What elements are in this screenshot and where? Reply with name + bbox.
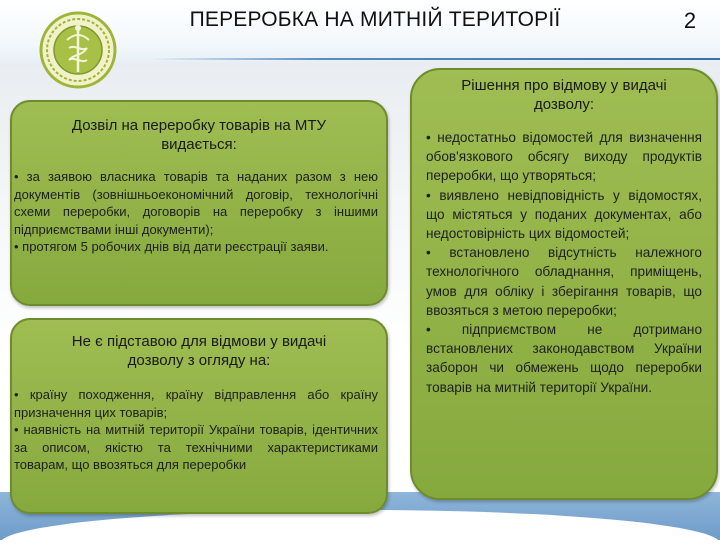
header-divider [150,58,720,60]
list-item: • виявлено невідповідність у відомостях, що містяться у поданих документах, або недостовірність цих відомостей; [426,187,702,242]
list-item: • підприємством не дотримано встановлених законодавством України заборон чи обмежень щодо переробки товарів на митній території України. [426,322,702,395]
permit-box [10,100,388,306]
list-item: • встановлено відсутність належного технологічного обладнання, приміщень, умов для обліку і зберігання товарів, що ввозяться з метою переробки; [426,245,702,318]
refusal-list [412,128,716,397]
not-grounds-heading: Не є підставою для відмови у видачі дозволу з огляду на: [71,333,327,369]
list-item: • протягом 5 робочих днів від дати реєстрації заяви. [14,239,329,255]
list-item: • недостатньо відомостей для визначення обов'язкового обсягу виходу продуктів переробки, що утворяться; [426,130,702,184]
not-grounds-list [12,386,386,474]
list-item: • наявність на митній території України товарів, ідентичних за описом, якістю та технічними характеристиками товарам, що ввозяться для переробки [14,422,378,473]
page-title: ПЕРЕРОБКА НА МИТНІЙ ТЕРИТОРІЇ [189,8,561,31]
page-number: 2 [683,8,697,33]
list-item: • країну походження, країну відправлення або країну призначення цих товарів; [14,387,378,420]
list-item: • за заявою власника товарів та наданих разом з нею документів (зовнішньоекономічний договір, технологічні схеми переробки, договорів на переробку з іншими підприємствами інші документи); [14,169,378,237]
customs-emblem-icon [38,10,118,90]
refusal-heading: Рішення про відмову у видачі дозволу: [461,77,667,113]
permit-heading: Дозвіл на переробку товарів на МТУ видається: [71,117,327,153]
permit-list [12,168,386,256]
not-grounds-box [10,318,388,514]
refusal-box [410,68,718,500]
